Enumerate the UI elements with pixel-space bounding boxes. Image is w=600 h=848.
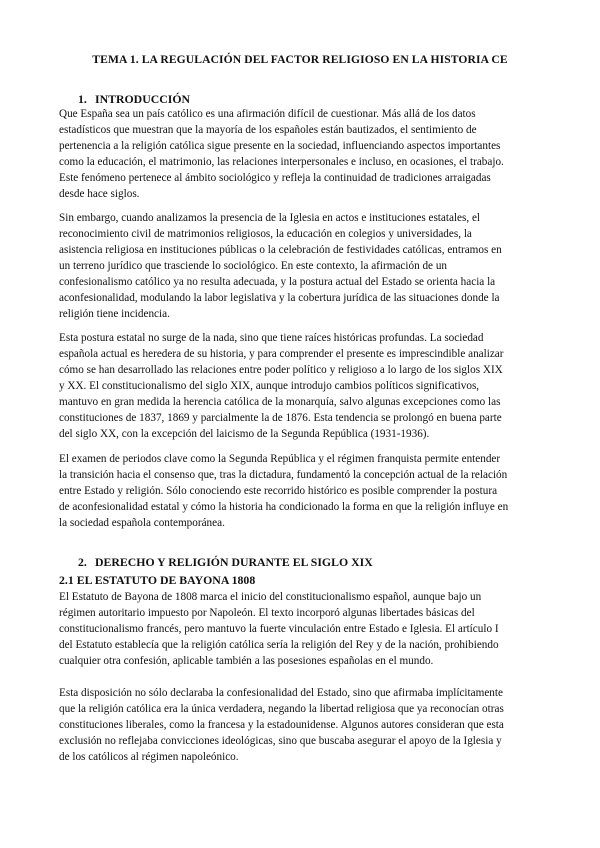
paragraph-line: Sin embargo, cuando analizamos la presencia de la Iglesia en actos e instituciones estatales, el <box>59 212 481 224</box>
paragraph-line: constituciones de 1837, 1869 y parcialmente la de 1876. Esta tendencia se prolongó en buena parte <box>59 412 502 424</box>
paragraph-line: exclusión no reflejaba convicciones ideológicas, sino que buscaba asegurar el apoyo de la Iglesia y <box>59 735 502 747</box>
subsection-heading-bayona: 2.1 EL ESTATUTO DE BAYONA 1808 <box>59 573 256 587</box>
paragraph-line: constitucionalismo francés, pero mantuvo la fuerte vinculación entre Estado e Iglesia. El artículo I <box>59 623 499 635</box>
paragraph-line: mantuvo en gran medida la herencia católica de la monarquía, salvo algunas excepciones como las <box>59 396 501 408</box>
paragraph-line: del siglo XX, con la excepción del laicismo de la Segunda República (1931-1936). <box>59 428 430 440</box>
paragraph-3 <box>59 330 547 442</box>
paragraph-line: Que España sea un país católico es una afirmación difícil de cuestionar. Más allá de los datos <box>59 108 476 120</box>
section-number: 1. <box>78 92 87 106</box>
paragraph-line: española actual es heredera de su historia, y para comprender el presente es imprescindible analizar <box>59 348 504 360</box>
paragraph-line: régimen autoritario impuesto por Napoleón. El texto incorporó algunas libertades básicas del <box>59 607 475 619</box>
paragraph-line: religión tiene incidencia. <box>59 308 170 320</box>
paragraph-line: confesionalismo católico ya no resulta adecuada, y la postura actual del Estado se orienta hacia la <box>59 276 496 288</box>
paragraph-line: entre Estado y religión. Sólo conociendo este recorrido histórico es posible comprender la postura <box>59 485 498 497</box>
paragraph-line: un terreno jurídico que trasciende lo sociológico. En este contexto, la afirmación de un <box>59 260 448 272</box>
paragraph-line: como la educación, el matrimonio, las relaciones interpersonales e incluso, en ocasiones, el trabajo. <box>59 156 504 168</box>
paragraph-line: que la religión católica era la única verdadera, negando la libertad religiosa que ya reconocían otras <box>59 703 504 715</box>
paragraph-line: constituciones liberales, como la francesa y la estadounidense. Algunos autores consideran que esta <box>59 719 504 731</box>
paragraph-line: del Estatuto establecía que la religión católica sería la religión del Rey y de la nación, prohibiendo <box>59 639 499 651</box>
paragraph-line: Esta disposición no sólo declaraba la confesionalidad del Estado, sino que afirmaba implícitamente <box>59 687 503 699</box>
section-heading-introduccion <box>78 92 190 107</box>
section-title: DERECHO Y RELIGIÓN DURANTE EL SIGLO XIX <box>95 555 373 569</box>
paragraph-line: estadísticos que muestran que la mayoría de los españoles están bautizados, el sentimiento de <box>59 124 477 136</box>
paragraph-5 <box>59 589 547 669</box>
section-heading-siglo-xix <box>78 555 373 570</box>
paragraph-line: reconocimiento civil de matrimonios religiosos, la educación en colegios y universidades, la <box>59 228 472 240</box>
paragraph-line: asistencia religiosa en instituciones públicas o la celebración de festividades católicas, entramos en <box>59 244 502 256</box>
section-title: INTRODUCCIÓN <box>95 92 191 106</box>
paragraph-line: El examen de periodos clave como la Segunda República y el régimen franquista permite entender <box>59 453 501 465</box>
section-number: 2. <box>78 555 87 569</box>
paragraph-2 <box>59 210 547 322</box>
paragraph-4 <box>59 451 547 531</box>
paragraph-6 <box>59 685 547 765</box>
paragraph-line: desde hace siglos. <box>59 188 140 200</box>
paragraph-line: El Estatuto de Bayona de 1808 marca el inicio del constitucionalismo español, aunque bajo un <box>59 591 482 603</box>
paragraph-line: Esta postura estatal no surge de la nada, sino que tiene raíces históricas profundas. La sociedad <box>59 332 484 344</box>
paragraph-line: aconfesionalidad, modulando la labor legislativa y la cobertura jurídica de las situaciones donde la <box>59 292 500 304</box>
document-title: TEMA 1. LA REGULACIÓN DEL FACTOR RELIGIOSO EN LA HISTORIA CE <box>92 53 508 66</box>
paragraph-line: Este fenómeno pertenece al ámbito sociológico y refleja la continuidad de tradiciones arraigadas <box>59 172 491 184</box>
paragraph-line: cualquier otra confesión, aplicable también a las posesiones españolas en el mundo. <box>59 655 434 667</box>
paragraph-line: la transición hacia el consenso que, tras la dictadura, fundamentó la concepción actual de la relación <box>59 469 508 481</box>
paragraph-line: de aconfesionalidad estatal y cómo la historia ha condicionado la forma en que la religión influye en <box>59 501 509 513</box>
paragraph-line: de los católicos al régimen napoleónico. <box>59 751 239 763</box>
paragraph-line: pertenencia a la religión católica sigue presente en la sociedad, influenciando aspectos importantes <box>59 140 501 152</box>
paragraph-1 <box>59 106 547 202</box>
paragraph-line: cómo se han desarrollado las relaciones entre poder político y religioso a lo largo de los siglos XIX <box>59 364 503 376</box>
paragraph-line: la sociedad española contemporánea. <box>59 517 225 529</box>
paragraph-line: y XX. El constitucionalismo del siglo XIX, aunque introdujo cambios políticos significativos, <box>59 380 480 392</box>
